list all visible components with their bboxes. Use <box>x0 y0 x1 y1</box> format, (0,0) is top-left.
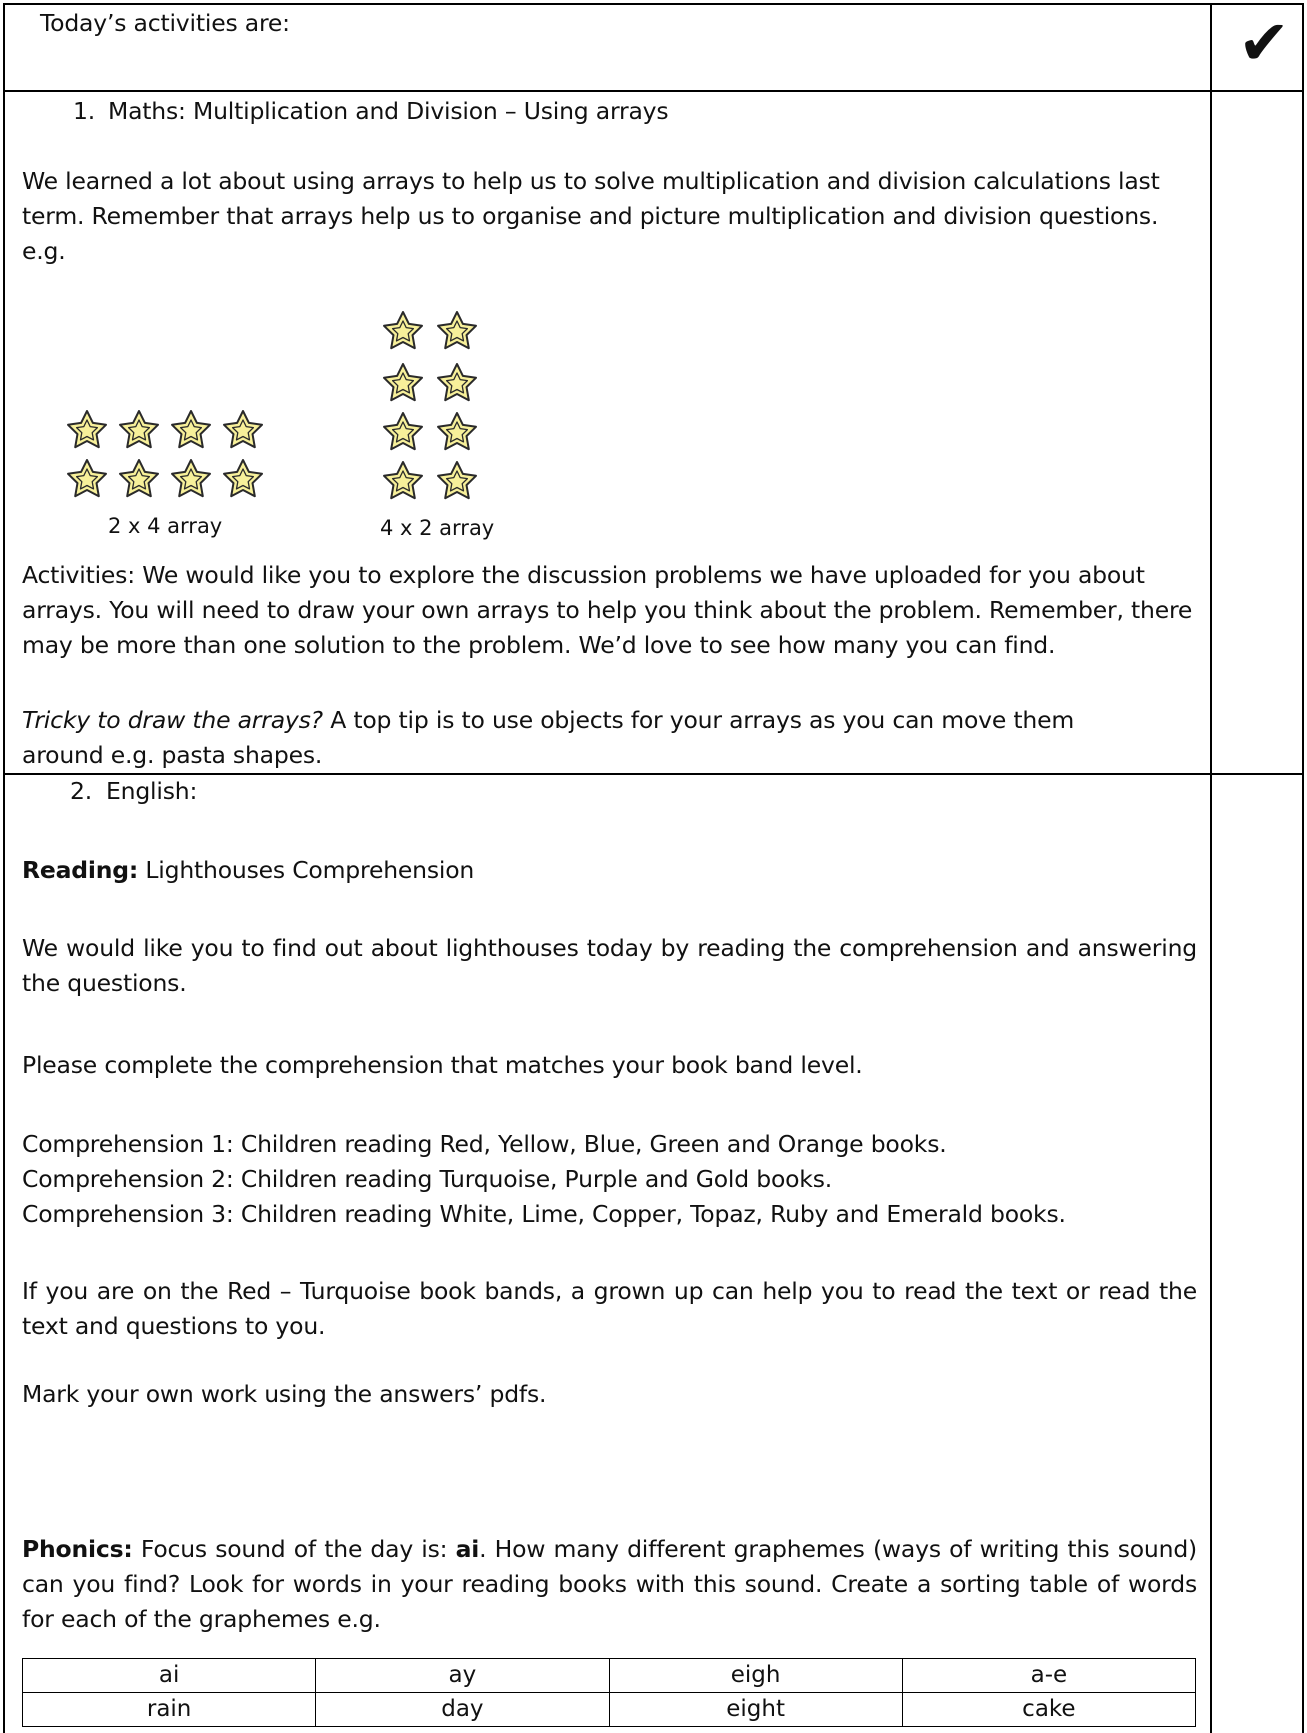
frame-left <box>3 3 5 1733</box>
grapheme-cell-a-e: a-e <box>902 1659 1195 1693</box>
check-mark-icon: ✔ <box>1238 6 1290 79</box>
frame-row-1 <box>3 90 1304 92</box>
grapheme-cell-eigh: eigh <box>609 1659 902 1693</box>
maths-heading-number: 1. <box>73 97 96 125</box>
comprehension-2: Comprehension 2: Children reading Turquoise, Purple and Gold books. <box>22 1165 833 1193</box>
reading-title: Lighthouses Comprehension <box>138 856 475 884</box>
array-4x2-caption: 4 x 2 array <box>380 516 495 540</box>
frame-top <box>3 3 1304 5</box>
maths-intro: We learned a lot about using arrays to help us to solve multiplication and division calculations last term. Remember that arrays help us to organise and picture multiplication and division questions. e.g. <box>22 167 1160 265</box>
tip-rest: A top tip is to use objects for your arrays as you can move them around e.g. pasta shapes. <box>22 706 1075 769</box>
frame-column-divider <box>1210 3 1212 1733</box>
mark-note: Mark your own work using the answers’ pdfs. <box>22 1380 547 1408</box>
english-heading: English: <box>106 777 198 805</box>
phonics-label: Phonics: <box>22 1535 133 1563</box>
example-word-day: day <box>316 1693 609 1727</box>
array-2x4-stars <box>68 411 262 496</box>
help-note: If you are on the Red – Turquoise book bands, a grown up can help you to read the text or read the text and questions to you. <box>22 1277 1197 1340</box>
table-header-row <box>23 1659 1196 1693</box>
array-4x2-stars <box>384 312 476 498</box>
arrays-illustration <box>0 300 560 540</box>
maths-heading: Maths: Multiplication and Division – Using arrays <box>108 97 669 125</box>
reading-label: Reading: <box>22 856 139 884</box>
reading-line <box>22 853 474 888</box>
frame-row-2 <box>3 773 1304 775</box>
phonics-text-a: Focus sound of the day is: <box>132 1535 456 1563</box>
tip-italic: Tricky to draw the arrays? <box>22 706 323 734</box>
reading-intro: We would like you to find out about lighthouses today by reading the comprehension and answering the questions. <box>22 934 1197 997</box>
phonics-sound: ai <box>455 1535 480 1563</box>
phonics-paragraph <box>22 1532 1197 1637</box>
grapheme-cell-ay: ay <box>316 1659 609 1693</box>
phonics-text-b: . How many different graphemes (ways of writing this sound) can you find? Look for words in your reading books with this sound. Create a sorting table of words for each of the graphemes e.g. <box>22 1535 1198 1633</box>
comprehension-3: Comprehension 3: Children reading White, Lime, Copper, Topaz, Ruby and Emerald books. <box>22 1200 1066 1228</box>
maths-tip <box>22 703 1142 773</box>
example-word-eight: eight <box>609 1693 902 1727</box>
array-2x4-caption: 2 x 4 array <box>108 514 223 538</box>
grapheme-sorting-table <box>22 1658 1196 1727</box>
comprehension-1: Comprehension 1: Children reading Red, Yellow, Blue, Green and Orange books. <box>22 1130 947 1158</box>
frame-right <box>1302 3 1304 1733</box>
english-heading-number: 2. <box>70 777 93 805</box>
maths-activities: Activities: We would like you to explore the discussion problems we have uploaded for you about arrays. You will need to draw your own arrays to help you think about the problem. Remember, there may be more than one solution to the problem. We’d love to see how many you can find. <box>22 561 1193 659</box>
example-word-rain: rain <box>23 1693 316 1727</box>
grapheme-cell-ai: ai <box>23 1659 316 1693</box>
header-title: Today’s activities are: <box>40 9 290 37</box>
band-note: Please complete the comprehension that matches your book band level. <box>22 1051 863 1079</box>
table-row <box>23 1693 1196 1727</box>
example-word-cake: cake <box>902 1693 1195 1727</box>
